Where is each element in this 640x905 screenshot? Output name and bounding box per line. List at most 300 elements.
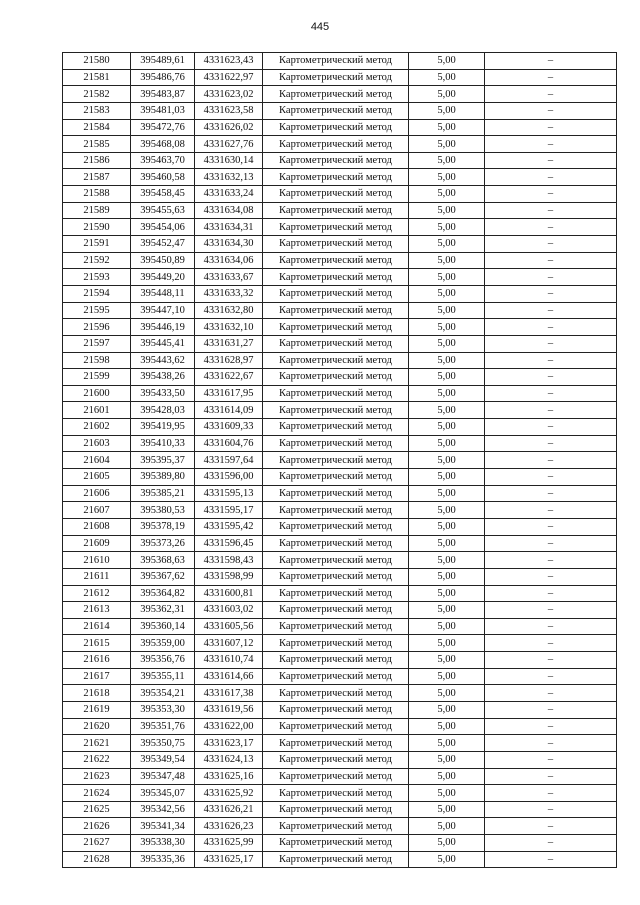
x-coordinate-cell: 395338,30	[131, 835, 195, 852]
table-row	[63, 335, 617, 352]
description-cell: –	[485, 236, 617, 253]
point-number-cell: 21612	[63, 585, 131, 602]
y-coordinate-cell: 4331634,06	[195, 252, 263, 269]
x-coordinate-cell: 395345,07	[131, 785, 195, 802]
accuracy-cell: 5,00	[409, 385, 485, 402]
x-coordinate-cell: 395447,10	[131, 302, 195, 319]
table-row	[63, 801, 617, 818]
accuracy-cell: 5,00	[409, 518, 485, 535]
description-cell: –	[485, 502, 617, 519]
table-row	[63, 435, 617, 452]
table-row	[63, 585, 617, 602]
accuracy-cell: 5,00	[409, 735, 485, 752]
accuracy-cell: 5,00	[409, 701, 485, 718]
point-number-cell: 21628	[63, 851, 131, 868]
y-coordinate-cell: 4331625,99	[195, 835, 263, 852]
point-number-cell: 21608	[63, 518, 131, 535]
description-cell: –	[485, 668, 617, 685]
page-number: 445	[310, 21, 330, 33]
description-cell: –	[485, 119, 617, 136]
description-cell: –	[485, 568, 617, 585]
method-cell: Картометрический метод	[263, 53, 409, 70]
x-coordinate-cell: 395455,63	[131, 202, 195, 219]
description-cell: –	[485, 86, 617, 103]
point-number-cell: 21599	[63, 369, 131, 386]
y-coordinate-cell: 4331623,43	[195, 53, 263, 70]
y-coordinate-cell: 4331633,32	[195, 285, 263, 302]
x-coordinate-cell: 395347,48	[131, 768, 195, 785]
description-cell: –	[485, 385, 617, 402]
method-cell: Картометрический метод	[263, 518, 409, 535]
point-number-cell: 21607	[63, 502, 131, 519]
method-cell: Картометрический метод	[263, 851, 409, 868]
x-coordinate-cell: 395362,31	[131, 602, 195, 619]
description-cell: –	[485, 452, 617, 469]
point-number-cell: 21603	[63, 435, 131, 452]
accuracy-cell: 5,00	[409, 252, 485, 269]
y-coordinate-cell: 4331634,30	[195, 236, 263, 253]
table-row	[63, 502, 617, 519]
y-coordinate-cell: 4331632,13	[195, 169, 263, 186]
description-cell: –	[485, 552, 617, 569]
y-coordinate-cell: 4331625,17	[195, 851, 263, 868]
description-cell: –	[485, 602, 617, 619]
y-coordinate-cell: 4331595,17	[195, 502, 263, 519]
x-coordinate-cell: 395364,82	[131, 585, 195, 602]
point-number-cell: 21595	[63, 302, 131, 319]
coordinates-table	[62, 52, 617, 868]
accuracy-cell: 5,00	[409, 369, 485, 386]
point-number-cell: 21617	[63, 668, 131, 685]
table-row	[63, 102, 617, 119]
description-cell: –	[485, 69, 617, 86]
y-coordinate-cell: 4331605,56	[195, 618, 263, 635]
point-number-cell: 21588	[63, 186, 131, 203]
method-cell: Картометрический метод	[263, 285, 409, 302]
table-row	[63, 768, 617, 785]
accuracy-cell: 5,00	[409, 818, 485, 835]
table-row	[63, 552, 617, 569]
method-cell: Картометрический метод	[263, 302, 409, 319]
point-number-cell: 21616	[63, 652, 131, 669]
y-coordinate-cell: 4331632,80	[195, 302, 263, 319]
description-cell: –	[485, 469, 617, 486]
accuracy-cell: 5,00	[409, 568, 485, 585]
table-row	[63, 785, 617, 802]
method-cell: Картометрический метод	[263, 269, 409, 286]
description-cell: –	[485, 302, 617, 319]
point-number-cell: 21627	[63, 835, 131, 852]
table-row	[63, 152, 617, 169]
table-row	[63, 252, 617, 269]
description-cell: –	[485, 419, 617, 436]
description-cell: –	[485, 618, 617, 635]
method-cell: Картометрический метод	[263, 86, 409, 103]
table-row	[63, 385, 617, 402]
description-cell: –	[485, 402, 617, 419]
description-cell: –	[485, 751, 617, 768]
y-coordinate-cell: 4331596,45	[195, 535, 263, 552]
method-cell: Картометрический метод	[263, 668, 409, 685]
x-coordinate-cell: 395449,20	[131, 269, 195, 286]
point-number-cell: 21604	[63, 452, 131, 469]
method-cell: Картометрический метод	[263, 136, 409, 153]
table-row	[63, 136, 617, 153]
method-cell: Картометрический метод	[263, 102, 409, 119]
y-coordinate-cell: 4331614,66	[195, 668, 263, 685]
x-coordinate-cell: 395354,21	[131, 685, 195, 702]
description-cell: –	[485, 202, 617, 219]
x-coordinate-cell: 395438,26	[131, 369, 195, 386]
point-number-cell: 21585	[63, 136, 131, 153]
point-number-cell: 21589	[63, 202, 131, 219]
table-row	[63, 652, 617, 669]
description-cell: –	[485, 851, 617, 868]
y-coordinate-cell: 4331623,02	[195, 86, 263, 103]
method-cell: Картометрический метод	[263, 319, 409, 336]
description-cell: –	[485, 818, 617, 835]
description-cell: –	[485, 102, 617, 119]
y-coordinate-cell: 4331623,58	[195, 102, 263, 119]
x-coordinate-cell: 395335,36	[131, 851, 195, 868]
table-row	[63, 419, 617, 436]
accuracy-cell: 5,00	[409, 419, 485, 436]
table-row	[63, 402, 617, 419]
description-cell: –	[485, 785, 617, 802]
point-number-cell: 21584	[63, 119, 131, 136]
table-row	[63, 202, 617, 219]
table-row	[63, 219, 617, 236]
accuracy-cell: 5,00	[409, 552, 485, 569]
point-number-cell: 21620	[63, 718, 131, 735]
description-cell: –	[485, 718, 617, 735]
description-cell: –	[485, 518, 617, 535]
method-cell: Картометрический метод	[263, 502, 409, 519]
accuracy-cell: 5,00	[409, 768, 485, 785]
y-coordinate-cell: 4331625,16	[195, 768, 263, 785]
method-cell: Картометрический метод	[263, 552, 409, 569]
table-row	[63, 668, 617, 685]
accuracy-cell: 5,00	[409, 751, 485, 768]
accuracy-cell: 5,00	[409, 119, 485, 136]
accuracy-cell: 5,00	[409, 602, 485, 619]
description-cell: –	[485, 685, 617, 702]
description-cell: –	[485, 535, 617, 552]
description-cell: –	[485, 335, 617, 352]
accuracy-cell: 5,00	[409, 152, 485, 169]
method-cell: Картометрический метод	[263, 835, 409, 852]
x-coordinate-cell: 395483,87	[131, 86, 195, 103]
description-cell: –	[485, 701, 617, 718]
y-coordinate-cell: 4331633,67	[195, 269, 263, 286]
x-coordinate-cell: 395445,41	[131, 335, 195, 352]
point-number-cell: 21591	[63, 236, 131, 253]
y-coordinate-cell: 4331634,31	[195, 219, 263, 236]
table-row	[63, 485, 617, 502]
description-cell: –	[485, 635, 617, 652]
x-coordinate-cell: 395385,21	[131, 485, 195, 502]
table-row	[63, 269, 617, 286]
method-cell: Картометрический метод	[263, 219, 409, 236]
y-coordinate-cell: 4331614,09	[195, 402, 263, 419]
point-number-cell: 21613	[63, 602, 131, 619]
y-coordinate-cell: 4331610,74	[195, 652, 263, 669]
y-coordinate-cell: 4331628,97	[195, 352, 263, 369]
x-coordinate-cell: 395349,54	[131, 751, 195, 768]
point-number-cell: 21593	[63, 269, 131, 286]
y-coordinate-cell: 4331598,99	[195, 568, 263, 585]
method-cell: Картометрический метод	[263, 485, 409, 502]
method-cell: Картометрический метод	[263, 585, 409, 602]
x-coordinate-cell: 395368,63	[131, 552, 195, 569]
point-number-cell: 21597	[63, 335, 131, 352]
method-cell: Картометрический метод	[263, 252, 409, 269]
accuracy-cell: 5,00	[409, 402, 485, 419]
x-coordinate-cell: 395472,76	[131, 119, 195, 136]
point-number-cell: 21600	[63, 385, 131, 402]
x-coordinate-cell: 395419,95	[131, 419, 195, 436]
x-coordinate-cell: 395360,14	[131, 618, 195, 635]
method-cell: Картометрический метод	[263, 402, 409, 419]
accuracy-cell: 5,00	[409, 202, 485, 219]
x-coordinate-cell: 395489,61	[131, 53, 195, 70]
table-row	[63, 618, 617, 635]
x-coordinate-cell: 395454,06	[131, 219, 195, 236]
accuracy-cell: 5,00	[409, 352, 485, 369]
table-row	[63, 701, 617, 718]
point-number-cell: 21590	[63, 219, 131, 236]
accuracy-cell: 5,00	[409, 485, 485, 502]
table-row	[63, 53, 617, 70]
y-coordinate-cell: 4331627,76	[195, 136, 263, 153]
point-number-cell: 21622	[63, 751, 131, 768]
accuracy-cell: 5,00	[409, 535, 485, 552]
y-coordinate-cell: 4331631,27	[195, 335, 263, 352]
method-cell: Картометрический метод	[263, 186, 409, 203]
y-coordinate-cell: 4331623,17	[195, 735, 263, 752]
accuracy-cell: 5,00	[409, 302, 485, 319]
description-cell: –	[485, 169, 617, 186]
method-cell: Картометрический метод	[263, 602, 409, 619]
method-cell: Картометрический метод	[263, 335, 409, 352]
table-row	[63, 369, 617, 386]
y-coordinate-cell: 4331630,14	[195, 152, 263, 169]
y-coordinate-cell: 4331622,00	[195, 718, 263, 735]
table-row	[63, 835, 617, 852]
accuracy-cell: 5,00	[409, 452, 485, 469]
method-cell: Картометрический метод	[263, 701, 409, 718]
point-number-cell: 21610	[63, 552, 131, 569]
y-coordinate-cell: 4331624,13	[195, 751, 263, 768]
accuracy-cell: 5,00	[409, 236, 485, 253]
table-row	[63, 86, 617, 103]
description-cell: –	[485, 652, 617, 669]
point-number-cell: 21594	[63, 285, 131, 302]
description-cell: –	[485, 352, 617, 369]
point-number-cell: 21592	[63, 252, 131, 269]
x-coordinate-cell: 395446,19	[131, 319, 195, 336]
y-coordinate-cell: 4331617,95	[195, 385, 263, 402]
point-number-cell: 21609	[63, 535, 131, 552]
accuracy-cell: 5,00	[409, 785, 485, 802]
method-cell: Картометрический метод	[263, 152, 409, 169]
method-cell: Картометрический метод	[263, 785, 409, 802]
accuracy-cell: 5,00	[409, 618, 485, 635]
description-cell: –	[485, 269, 617, 286]
y-coordinate-cell: 4331596,00	[195, 469, 263, 486]
point-number-cell: 21614	[63, 618, 131, 635]
description-cell: –	[485, 835, 617, 852]
table-row	[63, 186, 617, 203]
table-row	[63, 319, 617, 336]
x-coordinate-cell: 395410,33	[131, 435, 195, 452]
table-row	[63, 851, 617, 868]
point-number-cell: 21586	[63, 152, 131, 169]
table-row	[63, 535, 617, 552]
table-row	[63, 602, 617, 619]
method-cell: Картометрический метод	[263, 236, 409, 253]
point-number-cell: 21581	[63, 69, 131, 86]
y-coordinate-cell: 4331619,56	[195, 701, 263, 718]
accuracy-cell: 5,00	[409, 136, 485, 153]
description-cell: –	[485, 801, 617, 818]
x-coordinate-cell: 395359,00	[131, 635, 195, 652]
x-coordinate-cell: 395373,26	[131, 535, 195, 552]
table-row	[63, 518, 617, 535]
method-cell: Картометрический метод	[263, 618, 409, 635]
x-coordinate-cell: 395481,03	[131, 102, 195, 119]
x-coordinate-cell: 395463,70	[131, 152, 195, 169]
point-number-cell: 21626	[63, 818, 131, 835]
description-cell: –	[485, 435, 617, 452]
method-cell: Картометрический метод	[263, 119, 409, 136]
x-coordinate-cell: 395353,30	[131, 701, 195, 718]
x-coordinate-cell: 395351,76	[131, 718, 195, 735]
table-row	[63, 352, 617, 369]
point-number-cell: 21621	[63, 735, 131, 752]
description-cell: –	[485, 186, 617, 203]
point-number-cell: 21605	[63, 469, 131, 486]
point-number-cell: 21601	[63, 402, 131, 419]
table-row	[63, 735, 617, 752]
point-number-cell: 21606	[63, 485, 131, 502]
x-coordinate-cell: 395342,56	[131, 801, 195, 818]
accuracy-cell: 5,00	[409, 835, 485, 852]
table-row	[63, 236, 617, 253]
description-cell: –	[485, 768, 617, 785]
description-cell: –	[485, 585, 617, 602]
y-coordinate-cell: 4331609,33	[195, 419, 263, 436]
accuracy-cell: 5,00	[409, 319, 485, 336]
y-coordinate-cell: 4331595,42	[195, 518, 263, 535]
y-coordinate-cell: 4331626,02	[195, 119, 263, 136]
accuracy-cell: 5,00	[409, 469, 485, 486]
table-row	[63, 685, 617, 702]
table-row	[63, 452, 617, 469]
table-row	[63, 119, 617, 136]
method-cell: Картометрический метод	[263, 535, 409, 552]
description-cell: –	[485, 369, 617, 386]
point-number-cell: 21619	[63, 701, 131, 718]
method-cell: Картометрический метод	[263, 452, 409, 469]
y-coordinate-cell: 4331595,13	[195, 485, 263, 502]
y-coordinate-cell: 4331604,76	[195, 435, 263, 452]
point-number-cell: 21580	[63, 53, 131, 70]
description-cell: –	[485, 735, 617, 752]
table-row	[63, 568, 617, 585]
point-number-cell: 21623	[63, 768, 131, 785]
method-cell: Картометрический метод	[263, 69, 409, 86]
x-coordinate-cell: 395428,03	[131, 402, 195, 419]
y-coordinate-cell: 4331632,10	[195, 319, 263, 336]
y-coordinate-cell: 4331634,08	[195, 202, 263, 219]
method-cell: Картометрический метод	[263, 352, 409, 369]
method-cell: Картометрический метод	[263, 202, 409, 219]
y-coordinate-cell: 4331625,92	[195, 785, 263, 802]
x-coordinate-cell: 395380,53	[131, 502, 195, 519]
x-coordinate-cell: 395468,08	[131, 136, 195, 153]
accuracy-cell: 5,00	[409, 502, 485, 519]
accuracy-cell: 5,00	[409, 685, 485, 702]
accuracy-cell: 5,00	[409, 219, 485, 236]
accuracy-cell: 5,00	[409, 53, 485, 70]
accuracy-cell: 5,00	[409, 69, 485, 86]
accuracy-cell: 5,00	[409, 851, 485, 868]
accuracy-cell: 5,00	[409, 86, 485, 103]
y-coordinate-cell: 4331603,02	[195, 602, 263, 619]
y-coordinate-cell: 4331600,81	[195, 585, 263, 602]
method-cell: Картометрический метод	[263, 469, 409, 486]
y-coordinate-cell: 4331622,97	[195, 69, 263, 86]
point-number-cell: 21611	[63, 568, 131, 585]
point-number-cell: 21615	[63, 635, 131, 652]
point-number-cell: 21618	[63, 685, 131, 702]
x-coordinate-cell: 395452,47	[131, 236, 195, 253]
x-coordinate-cell: 395458,45	[131, 186, 195, 203]
point-number-cell: 21582	[63, 86, 131, 103]
x-coordinate-cell: 395378,19	[131, 518, 195, 535]
accuracy-cell: 5,00	[409, 668, 485, 685]
method-cell: Картометрический метод	[263, 768, 409, 785]
x-coordinate-cell: 395389,80	[131, 469, 195, 486]
x-coordinate-cell: 395395,37	[131, 452, 195, 469]
description-cell: –	[485, 252, 617, 269]
description-cell: –	[485, 285, 617, 302]
table-row	[63, 285, 617, 302]
y-coordinate-cell: 4331626,23	[195, 818, 263, 835]
description-cell: –	[485, 136, 617, 153]
accuracy-cell: 5,00	[409, 169, 485, 186]
point-number-cell: 21598	[63, 352, 131, 369]
table-row	[63, 69, 617, 86]
accuracy-cell: 5,00	[409, 335, 485, 352]
accuracy-cell: 5,00	[409, 435, 485, 452]
method-cell: Картометрический метод	[263, 635, 409, 652]
point-number-cell: 21596	[63, 319, 131, 336]
description-cell: –	[485, 53, 617, 70]
y-coordinate-cell: 4331598,43	[195, 552, 263, 569]
accuracy-cell: 5,00	[409, 652, 485, 669]
x-coordinate-cell: 395433,50	[131, 385, 195, 402]
accuracy-cell: 5,00	[409, 102, 485, 119]
accuracy-cell: 5,00	[409, 585, 485, 602]
y-coordinate-cell: 4331597,64	[195, 452, 263, 469]
x-coordinate-cell: 395367,62	[131, 568, 195, 585]
accuracy-cell: 5,00	[409, 186, 485, 203]
method-cell: Картометрический метод	[263, 718, 409, 735]
x-coordinate-cell: 395448,11	[131, 285, 195, 302]
method-cell: Картометрический метод	[263, 685, 409, 702]
